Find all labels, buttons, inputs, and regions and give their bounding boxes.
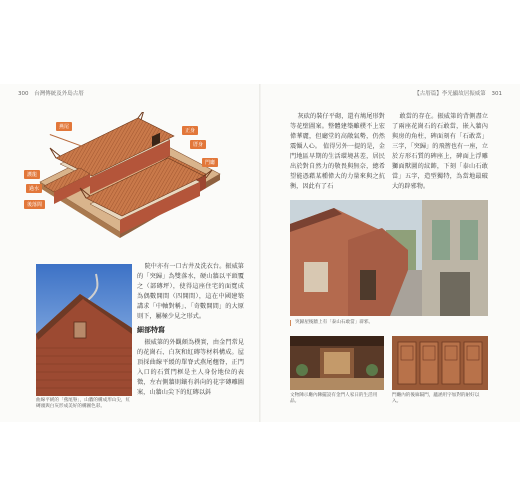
right-text-column-2 xyxy=(392,112,488,192)
alley-photo xyxy=(290,200,488,316)
partition-door-image xyxy=(392,336,488,390)
right-paragraph-2: 敢當的存在。振威第的背側盡立了兩座花崗石的石敢當，嵌入牆內與房的角柱，碑面刻有「石敢當」三字，「突歸」的飛簷也有一座，立於方形石質的碑座上，碑面上浮雕獅面獸圖的紋飾，下刻「泰山石敢當」五字，造型獨特，為當地最破大的辟邪物。 xyxy=(392,113,488,191)
partition-door-caption: 門廳內的後廊隔門，蘊涵用字加對的耐好以入。 xyxy=(392,393,480,405)
label-yanwei: 燕尾 xyxy=(56,122,72,131)
alley-image xyxy=(290,200,488,316)
right-header-title: 【古厝篇】李光顯故居振威第 xyxy=(414,91,486,97)
label-guoshui: 過水 xyxy=(26,184,42,193)
section-subhead: 細部特寫 xyxy=(137,326,165,335)
left-running-header xyxy=(14,89,84,97)
left-paragraph-2: 振威第的外觀頗為樸實，由金門常見的花崗石、白灰和紅磚等材料構成。屋頂採曲線平緩的單脊式燕尾翹脊，正門入口的石質門框是主人身份地位的表徵，左右側牆則鑲有斜向的花字磚雕圖案，山牆山尖下的紅磚以鈄 xyxy=(137,338,244,396)
roof-ridge-photo xyxy=(36,264,132,396)
alley-caption: 突歸屋後牆上有「泰山石敢當」辟邪。 xyxy=(290,320,485,326)
right-text-column-1 xyxy=(290,112,385,192)
right-page-number: 301 xyxy=(491,91,502,97)
label-menting: 門廳 xyxy=(202,158,218,167)
partition-door-photo xyxy=(392,336,488,390)
label-cuoshen: 厝身 xyxy=(190,140,206,149)
roof-ridge-image xyxy=(36,264,132,396)
left-header-title: 台灣傳統及外島古厝 xyxy=(34,91,84,97)
right-running-header xyxy=(414,89,506,97)
hall-interior-caption: 文物陳示廳內陳擺設有金門人家日的生活用品。 xyxy=(290,393,378,405)
house-illustration xyxy=(20,112,230,252)
left-body-text xyxy=(137,262,244,398)
roof-ridge-caption: 曲線平緩的「燕尾脊」，山牆的構成形山尖，紅磚頭與白灰形成美好的構圖色彩。 xyxy=(36,398,131,410)
label-zhengshen: 正身 xyxy=(182,126,198,135)
left-page-number: 300 xyxy=(18,91,29,97)
hall-interior-image xyxy=(290,336,384,390)
left-paragraph-1: 院中亦有一口古井及洗衣台。振威第的「突歸」為雙落水，硬山牆以平頭覆之（部磚坪），使得這座住宅的面寬成為偶數開間（四開間），這在中國建築講求「中軸對稱」、「奇數開間」的大原則下，屬極少見之形式。 xyxy=(137,263,244,321)
label-houluojian: 後落間 xyxy=(24,200,45,209)
house-isometric-drawing xyxy=(20,112,230,252)
hall-interior-photo xyxy=(290,336,384,390)
label-hulong: 護龍 xyxy=(24,170,40,179)
right-paragraph-1: 灰砍的裝仔平砌，還有鳩尾形對等花壁圖案。整體建築雖樸不上宏偉華麗，但廳堂的高敞氣勢，仍然震懾人心。 值得另外一提的是，金門地區早期的生活環境甚差，居民出於對自然力的敬畏與無奈，總希望能憑藉某種偉大的力量來與之抗衡，因此有了石 xyxy=(290,113,385,191)
book-gutter xyxy=(259,84,261,422)
